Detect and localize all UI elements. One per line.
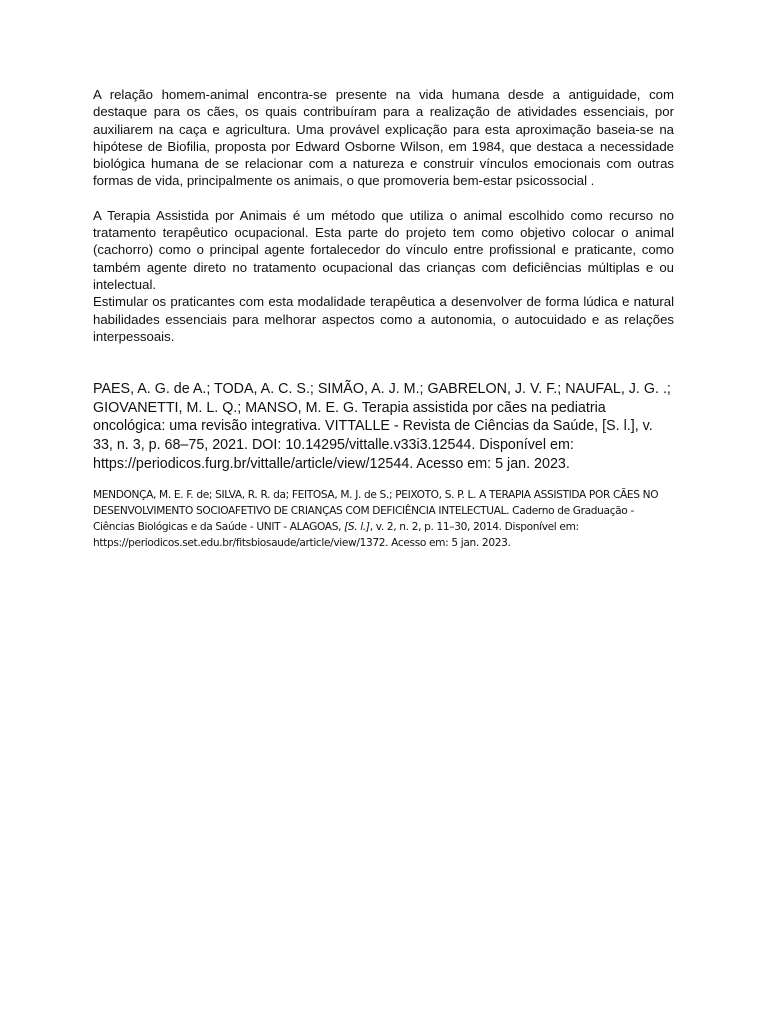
reference-mendonca-italic: [S. l.] (344, 521, 370, 534)
reference-mendonca-tail: , v. 2, n. 2, p. 11–30, 2014. Disponível em: https://periodicos.set.edu.br/fitsbiosaude/article/view/1372. Acesso em: 5 jan. 2023. (93, 521, 579, 550)
document-page (93, 86, 674, 562)
reference-paes: PAES, A. G. de A.; TODA, A. C. S.; SIMÃO, A. J. M.; GABRELON, J. V. F.; NAUFAL, J. G. .; GIOVANETTI, M. L. Q.; MANSO, M. E. G. Terapia assistida por cães na pediatria oncológica: uma revisão integrativa. VITTALLE - Revista de Ciências da Saúde, [S. l.], v. 33, n. 3, p. 68–75, 2021. DOI: 10.14295/vittalle.v33i3.12544. Disponível em: https://periodicos.furg.br/vittalle/article/view/12544. Acesso em: 5 jan. 2023. (93, 381, 671, 472)
reference-mendonca-main: MENDONÇA, M. E. F. de; SILVA, R. R. da; FEITOSA, M. J. de S.; PEIXOTO, S. P. L. A TERAPIA ASSISTIDA POR CÃES NO DESENVOLVIMENTO SOCIOAFETIVO DE CRIANÇAS COM DEFICIÊNCIA INTELECTUAL. Caderno de Graduação - Ciências Biológicas e da Saúde - UNIT - ALAGOAS, (93, 489, 659, 534)
paragraph-therapy: A Terapia Assistida por Animais é um método que utiliza o animal escolhido como recurso no tratamento terapêutico ocupacional. Esta parte do projeto tem como objetivo colocar o animal (cachorro) como o principal agente fortalecedor do vínculo entre profissional e praticante, como também agente direto no tratamento ocupacional das crianças com deficiências múltiplas e ou intelectual. (93, 207, 674, 292)
paragraph-objective: Estimular os praticantes com esta modalidade terapêutica a desenvolver de forma lúdica e natural habilidades essenciais para melhorar aspectos como a autonomia, o autocuidado e as relações interpessoais. (93, 294, 674, 344)
paragraph-intro: A relação homem-animal encontra-se presente na vida humana desde a antiguidade, com destaque para os cães, os quais contribuíram para a realização de atividades essenciais, por auxiliarem na caça e agricultura. Uma provável explicação para esta aproximação baseia-se na hipótese de Biofilia, proposta por Edward Osborne Wilson, em 1984, que destaca a necessidade biológica humana de se relacionar com a natureza e construir vínculos emocionais com outras formas de vida, principalmente os animais, o que promoveria bem-estar psicossocial . (93, 87, 674, 189)
reference-mendonca (93, 487, 674, 551)
